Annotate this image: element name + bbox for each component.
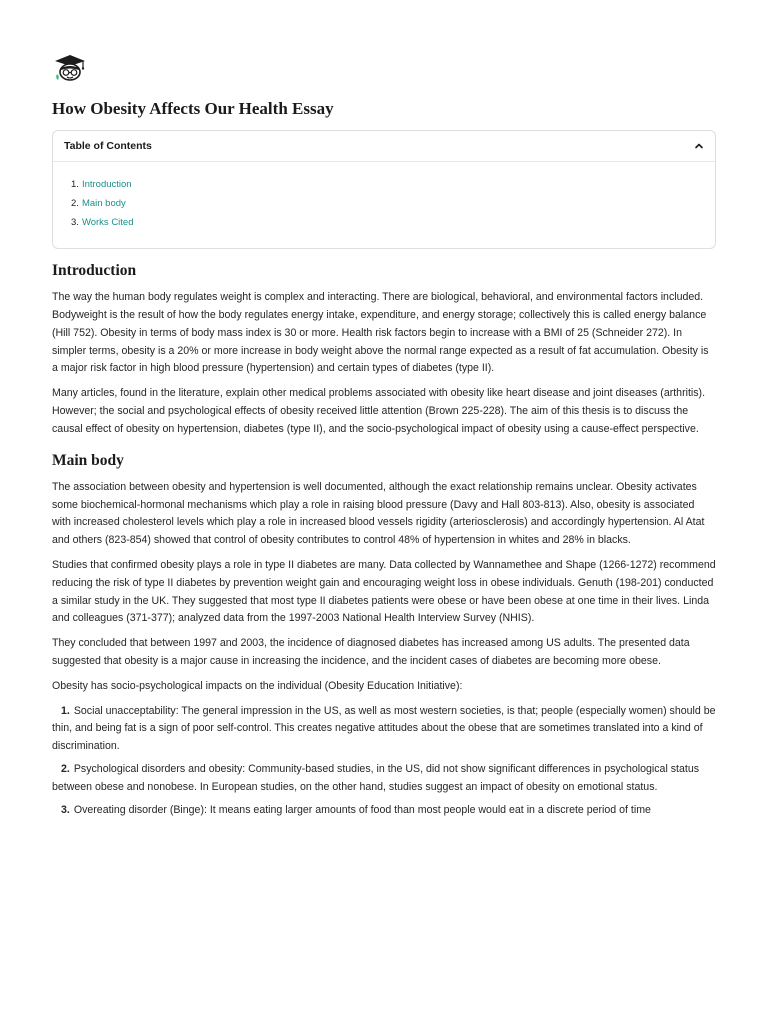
- list-item-number: 1.: [61, 704, 70, 717]
- toc-item: [71, 194, 715, 213]
- list-item: [52, 703, 716, 756]
- paragraph: Many articles, found in the literature, explain other medical problems associated with obesity like heart disease and joint diseases (arthritis). However; the social and psychological effects of obesity received little attention (Brown 225-228). The aim of this thesis is to discuss the causal effect of obesity on hypertension, diabetes (type II), and the socio-psychological impact of obesity using a cause-effect perspective.: [52, 387, 706, 435]
- toc-item-number: 2.: [71, 198, 79, 210]
- paragraph: The way the human body regulates weight is complex and interacting. There are biological, behavioral, and environmental factors included. Bodyweight is the result of how the body regulates energy intake, expenditure, and energy storage; collectively this is called energy balance (Hill 752). Obesity in terms of body mass index is 30 or more. Health risk factors begin to increase with a BMI of 25 (Schneider 272). In simpler terms, obesity is a 20% or more increase in body weight above the normal range expected as a result of fat accumulation. Obesity is a major risk factor in high blood pressure (hypertension) and certain types of diabetes (type II).: [52, 291, 709, 375]
- list-item-number: 2.: [61, 762, 70, 775]
- paragraph: They concluded that between 1997 and 2003, the incidence of diagnosed diabetes has increased among US adults. The presented data suggested that obesity is a major cause in increasing the incidence, and the incident cases of diabetes are becoming more obese.: [52, 637, 690, 667]
- toc-link-main-body[interactable]: Main body: [81, 198, 126, 210]
- graduation-cap-student-icon[interactable]: [52, 54, 88, 82]
- toc-title: Table of Contents: [64, 140, 152, 153]
- list-item: [52, 802, 716, 820]
- list-item-text: Social unacceptability: The general impression in the US, as well as most western societies, is that; people (especially women) should be thin, and being fat is a sign of poor self-control. This creates negative attitudes about the obese that are sometimes translated into a kind of discrimination.: [52, 704, 716, 753]
- paragraph: Obesity has socio-psychological impacts on the individual (Obesity Education Initiative):: [52, 679, 463, 692]
- list-item-text: Overeating disorder (Binge): It means eating larger amounts of food than most people would eat in a discrete period of time: [73, 803, 651, 816]
- list-item-number: 3.: [61, 803, 70, 816]
- paragraph: Studies that confirmed obesity plays a role in type II diabetes are many. Data collected by Wannamethee and Shape (1266-1272) recommend reducing the risk of type II diabetes by prevention weight gain and encouraging weight loss in obese individuals. Genuth (198-201) conducted a similar study in the UK. They suggested that most type II diabetes patients were obese or have been obese at one time in their lives. Linda and colleagues (371-377); analyzed data from the 1997-2003 National Health Interview Survey (NHIS).: [52, 558, 716, 625]
- chevron-up-icon[interactable]: [693, 140, 705, 152]
- list-item: [52, 761, 716, 797]
- toc-list: [53, 162, 715, 248]
- toc-item: [71, 175, 715, 194]
- toc-item-number: 1.: [71, 179, 79, 191]
- essay-page: [52, 54, 716, 824]
- toc-header[interactable]: [53, 131, 715, 162]
- list-item-text: Psychological disorders and obesity: Community-based studies, in the US, did not show significant differences in psychological status between obese and nonobese. In European studies, on the other hand, studies suggest an impact of obesity on emotional status.: [52, 762, 700, 793]
- toc-link-introduction[interactable]: Introduction: [81, 179, 132, 191]
- toc-link-works-cited[interactable]: Works Cited: [81, 217, 134, 229]
- table-of-contents: [52, 130, 716, 249]
- toc-item: [71, 213, 715, 232]
- page-title: How Obesity Affects Our Health Essay: [52, 99, 334, 118]
- toc-item-number: 3.: [71, 217, 79, 229]
- section-heading-introduction: Introduction: [52, 262, 137, 280]
- section-heading-main-body: Main body: [52, 451, 124, 469]
- paragraph: The association between obesity and hypertension is well documented, although the exact relationship remains unclear. Obesity activates some biochemical-hormonal mechanisms which play a role in raising blood pressure (Davy and Hall 803-813). Also, obesity is associated with increased cholesterol levels which play a role in increased blood vessels rigidity (arteriosclerosis) and accordingly hypertension. Al Atat and others (823-854) showed that control of obesity contributes to control 48% of hypertension in whites and 28% in blacks.: [52, 480, 705, 547]
